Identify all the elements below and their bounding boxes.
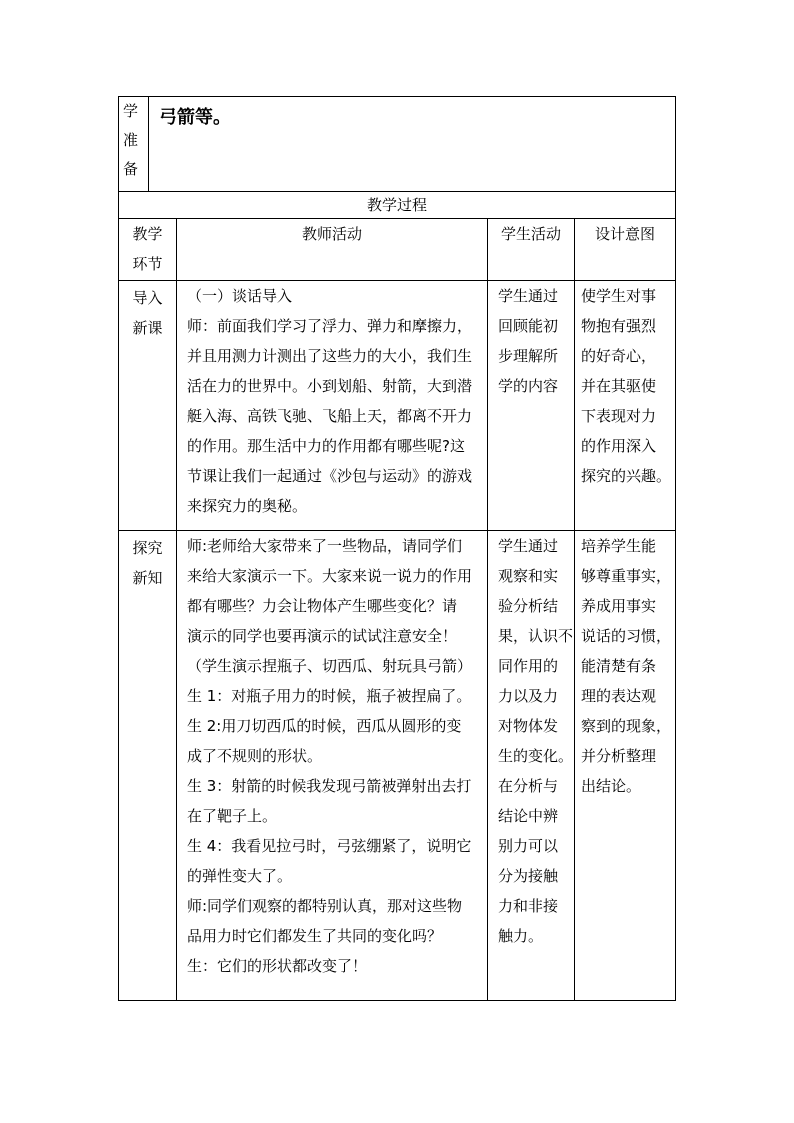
header-intent: 设计意图 — [575, 219, 676, 281]
intent-line: 理的表达观 — [581, 687, 657, 705]
intent-line: 养成用事实 — [581, 597, 657, 615]
student-line: 学的内容 — [498, 377, 559, 395]
intent-line: 探究的兴趣。 — [581, 467, 672, 485]
teacher-line: 并且用测力计测出了这些力的大小，我们生 — [187, 347, 473, 365]
teacher-line: 师:老师给大家带来了一些物品，请同学们 — [187, 537, 463, 555]
lesson-plan-table — [118, 96, 676, 1001]
prep-label-char: 准 — [123, 131, 139, 149]
teacher-line: 演示的同学也要再演示的试试注意安全！ — [187, 627, 458, 645]
teacher-line: 师：前面我们学习了浮力、弹力和摩擦力， — [187, 317, 473, 335]
student-activity-cell — [488, 531, 575, 1001]
teacher-line: （一）谈话导入 — [187, 287, 293, 305]
intent-line: 培养学生能 — [581, 537, 657, 555]
intent-line: 能清楚有条 — [581, 657, 657, 675]
stage-line: 新知 — [132, 569, 163, 587]
student-line: 力以及力 — [498, 687, 559, 705]
prep-content: 弓箭等。 — [149, 97, 676, 192]
teacher-line: 生 2:用刀切西瓜的时候，西瓜从圆形的变 — [187, 717, 462, 735]
process-title: 教学过程 — [119, 192, 676, 219]
intent-line: 出结论。 — [581, 777, 642, 795]
student-line: 果，认识不 — [498, 627, 574, 645]
teacher-line: 都有哪些？力会让物体产生哪些变化？请 — [187, 597, 458, 615]
stage-line: 探究 — [132, 539, 163, 557]
header-stage-line: 环节 — [132, 255, 163, 273]
teacher-line: 生 4：我看见拉弓时，弓弦绷紧了，说明它 — [187, 837, 472, 855]
teacher-line: 生 1：对瓶子用力的时候，瓶子被捏扁了。 — [187, 687, 472, 705]
intent-line: 下表现对力 — [581, 407, 657, 425]
intent-line: 物抱有强烈 — [581, 317, 657, 335]
teacher-line: 生：它们的形状都改变了！ — [187, 957, 368, 975]
table-row — [119, 531, 676, 1001]
teacher-line: 来探究力的奥秘。 — [187, 497, 308, 515]
intent-line: 说话的习惯， — [581, 627, 672, 645]
student-line: 别力可以 — [498, 837, 559, 855]
teacher-activity-cell — [177, 281, 488, 531]
design-intent-cell — [575, 531, 676, 1001]
student-line: 力和非接 — [498, 897, 559, 915]
header-stage — [119, 219, 177, 281]
intent-line: 使学生对事 — [581, 287, 657, 305]
student-line: 学生通过 — [498, 287, 559, 305]
stage-line: 新课 — [132, 319, 163, 337]
stage-cell — [119, 531, 177, 1001]
teacher-line: 艇入海、高铁飞驰、飞船上天，都离不开力 — [187, 407, 473, 425]
teacher-line: 生 3：射箭的时候我发现弓箭被弹射出去打 — [187, 777, 472, 795]
teacher-line: 师:同学们观察的都特别认真，那对这些物 — [187, 897, 463, 915]
design-intent-cell — [575, 281, 676, 531]
teacher-line: （学生演示捏瓶子、切西瓜、射玩具弓箭） — [187, 657, 473, 675]
student-line: 同作用的 — [498, 657, 559, 675]
teacher-line: 品用力时它们都发生了共同的变化吗？ — [187, 927, 443, 945]
prep-row — [119, 97, 676, 192]
prep-label — [119, 97, 149, 192]
teacher-line: 来给大家演示一下。大家来说一说力的作用 — [187, 567, 473, 585]
header-stage-line: 教学 — [132, 225, 163, 243]
intent-line: 察到的现象， — [581, 717, 672, 735]
intent-line: 的作用深入 — [581, 437, 657, 455]
student-line: 在分析与 — [498, 777, 559, 795]
student-line: 步理解所 — [498, 347, 559, 365]
prep-label-char: 学 — [123, 102, 139, 120]
student-line: 触力。 — [498, 927, 544, 945]
teacher-line: 成了不规则的形状。 — [187, 747, 323, 765]
intent-line: 的好奇心， — [581, 347, 657, 365]
student-line: 对物体发 — [498, 717, 559, 735]
header-row — [119, 219, 676, 281]
student-line: 学生通过 — [498, 537, 559, 555]
intent-line: 并在其驱使 — [581, 377, 657, 395]
header-student: 学生活动 — [488, 219, 575, 281]
teacher-line: 的弹性变大了。 — [187, 867, 293, 885]
teacher-line: 在了靶子上。 — [187, 807, 278, 825]
student-activity-cell — [488, 281, 575, 531]
header-teacher: 教师活动 — [177, 219, 488, 281]
table-row — [119, 281, 676, 531]
student-line: 分为接触 — [498, 867, 559, 885]
prep-label-char: 备 — [123, 160, 139, 178]
teacher-line: 的作用。那生活中力的作用都有哪些呢?这 — [187, 437, 465, 455]
student-line: 观察和实 — [498, 567, 559, 585]
stage-line: 导入 — [132, 289, 163, 307]
student-line: 验分析结 — [498, 597, 559, 615]
student-line: 生的变化。 — [498, 747, 574, 765]
student-line: 结论中辨 — [498, 807, 559, 825]
intent-line: 并分析整理 — [581, 747, 657, 765]
teacher-activity-cell — [177, 531, 488, 1001]
student-line: 回顾能初 — [498, 317, 559, 335]
process-title-row — [119, 192, 676, 219]
intent-line: 够尊重事实， — [581, 567, 672, 585]
stage-cell — [119, 281, 177, 531]
teacher-line: 节课让我们一起通过《沙包与运动》的游戏 — [187, 467, 473, 485]
teacher-line: 活在力的世界中。小到划船、射箭，大到潜 — [187, 377, 473, 395]
